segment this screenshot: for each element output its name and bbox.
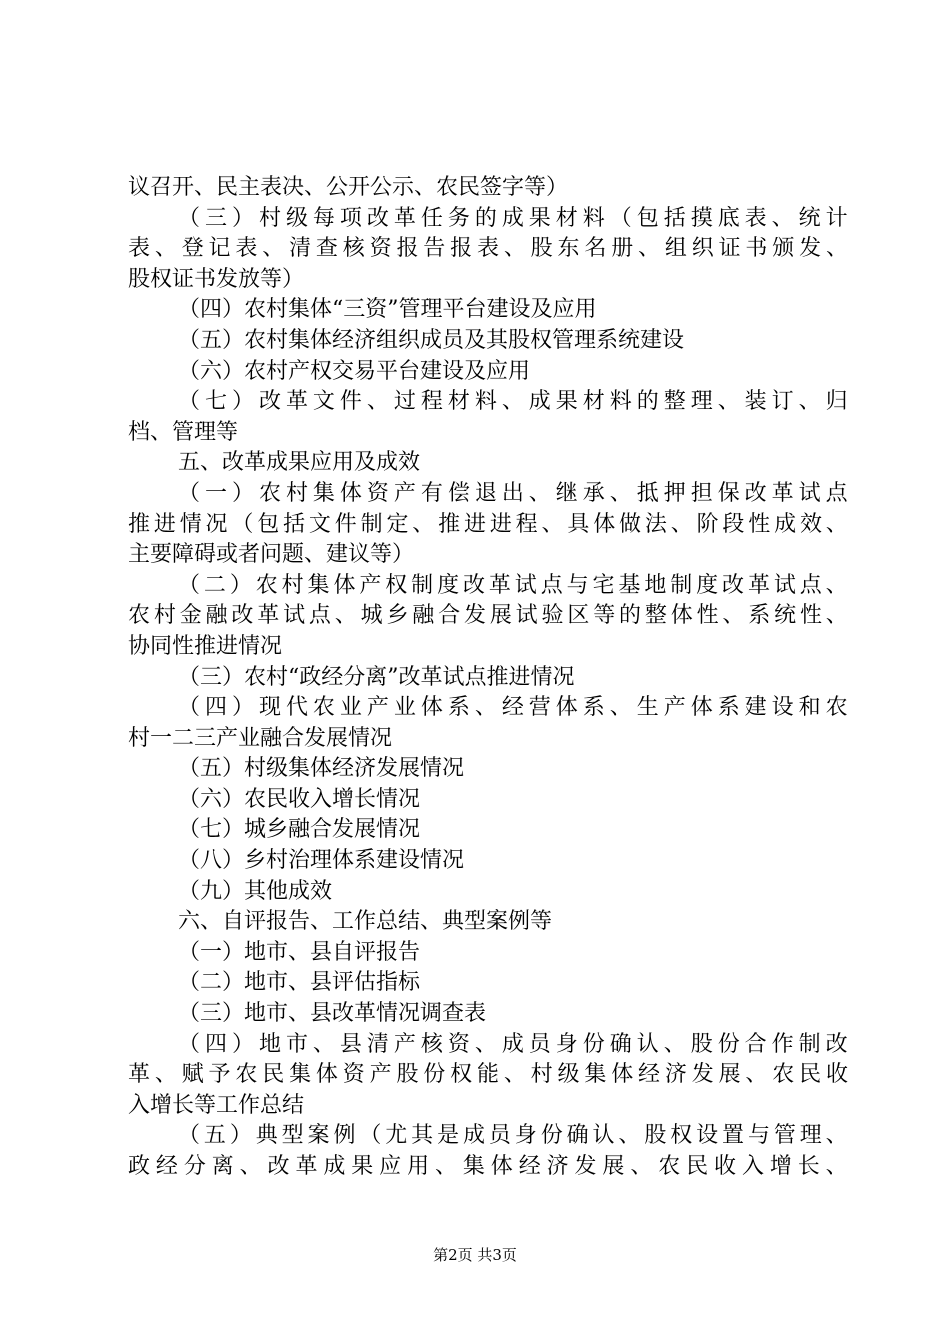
text-line (128, 265, 848, 296)
text-line (128, 663, 848, 694)
text-line-content: （八）乡村治理体系建设情况 (178, 848, 465, 874)
text-line (128, 326, 848, 357)
text-line-content: 农 村 金 融 改 革 试 点 、 城 乡 融 合 发 展 试 验 区 等 的 整 体 性 、 系 统 性 、 (128, 603, 848, 629)
document-body (128, 173, 848, 1183)
text-line (128, 999, 848, 1030)
text-line (128, 479, 848, 510)
text-line (128, 295, 848, 326)
text-line (128, 846, 848, 877)
page-footer: 第2页 共3页 (433, 1246, 517, 1264)
text-line-content: （七）城乡融合发展情况 (178, 817, 421, 843)
text-line (128, 204, 848, 235)
text-line-content: （ 一 ） 农 村 集 体 资 产 有 偿 退 出 、 继 承 、 抵 押 担 保 改 革 试 点 (178, 480, 848, 506)
text-line-content: （四）农村集体“三资”管理平台建设及应用 (178, 297, 597, 323)
text-line (128, 1030, 848, 1061)
text-line (128, 1060, 848, 1091)
text-line-content: （三）地市、县改革情况调查表 (178, 1001, 487, 1027)
text-line (128, 968, 848, 999)
text-line-content: （ 二 ） 农 村 集 体 产 权 制 度 改 革 试 点 与 宅 基 地 制 度 改 革 试 点 、 (178, 572, 848, 598)
text-line-content: 档、管理等 (128, 419, 239, 445)
text-line (128, 938, 848, 969)
text-line-content: 入增长等工作总结 (128, 1092, 305, 1118)
text-line-content: 股权证书发放等） (128, 266, 305, 292)
text-line-content: （五）农村集体经济组织成员及其股权管理系统建设 (178, 327, 685, 353)
text-line-content: 政 经 分 离 、 改 革 成 果 应 用 、 集 体 经 济 发 展 、 农 民 收 入 增 长 、 (128, 1154, 848, 1179)
text-line-content: （一）地市、县自评报告 (178, 939, 421, 965)
text-line (128, 907, 848, 938)
text-line (128, 724, 848, 755)
text-line (128, 173, 848, 204)
text-line-content: （九）其他成效 (178, 878, 333, 904)
text-line-content: 革 、 赋 予 农 民 集 体 资 产 股 份 权 能 、 村 级 集 体 经 济 发 展 、 农 民 收 (128, 1062, 848, 1088)
text-line (128, 357, 848, 388)
text-line (128, 815, 848, 846)
text-line (128, 754, 848, 785)
text-line (128, 387, 848, 418)
text-line (128, 601, 848, 632)
text-line-content: （三）农村“政经分离”改革试点推进情况 (178, 664, 575, 690)
text-line-content: （五）村级集体经济发展情况 (178, 756, 465, 782)
text-line-content: 五、改革成果应用及成效 (178, 450, 421, 476)
text-line (128, 1121, 848, 1152)
text-line-content: （二）地市、县评估指标 (178, 970, 421, 996)
text-line-content: （ 五 ） 典 型 案 例 （ 尤 其 是 成 员 身 份 确 认 、 股 权 设 置 与 管 理 、 (178, 1123, 848, 1149)
text-line-content: （六）农村产权交易平台建设及应用 (178, 358, 531, 384)
text-line-content: 六、自评报告、工作总结、典型案例等 (178, 909, 553, 935)
text-line (128, 1091, 848, 1122)
text-line-content: 表 、 登 记 表 、 清 查 核 资 报 告 报 表 、 股 东 名 册 、 组 织 证 书 颁 发 、 (128, 236, 848, 262)
text-line-content: （ 七 ） 改 革 文 件 、 过 程 材 料 、 成 果 材 料 的 整 理 、 装 订 、 归 (178, 389, 848, 415)
text-line (128, 877, 848, 908)
text-line (128, 571, 848, 602)
text-line (128, 632, 848, 663)
text-line (128, 540, 848, 571)
text-line (128, 785, 848, 816)
text-line-content: 议召开、民主表决、公开公示、农民签字等） (128, 175, 569, 200)
text-line (128, 448, 848, 479)
text-line-content: 主要障碍或者问题、建议等） (128, 542, 415, 568)
text-line (128, 693, 848, 724)
text-line (128, 1152, 848, 1183)
text-line-content: 村一二三产业融合发展情况 (128, 725, 393, 751)
text-line-content: 协同性推进情况 (128, 633, 283, 659)
text-line (128, 510, 848, 541)
text-line-content: （ 四 ） 地 市 、 县 清 产 核 资 、 成 员 身 份 确 认 、 股 份 合 作 制 改 (178, 1031, 848, 1057)
text-line-content: （ 四 ） 现 代 农 业 产 业 体 系 、 经 营 体 系 、 生 产 体 系 建 设 和 农 (178, 695, 848, 721)
text-line-content: 推 进 情 况 （ 包 括 文 件 制 定 、 推 进 进 程 、 具 体 做 法 、 阶 段 性 成 效 、 (128, 511, 848, 537)
text-line (128, 234, 848, 265)
text-line-content: （ 三 ） 村 级 每 项 改 革 任 务 的 成 果 材 料 （ 包 括 摸 底 表 、 统 计 (178, 205, 848, 231)
text-line-content: （六）农民收入增长情况 (178, 786, 421, 812)
text-line (128, 418, 848, 449)
